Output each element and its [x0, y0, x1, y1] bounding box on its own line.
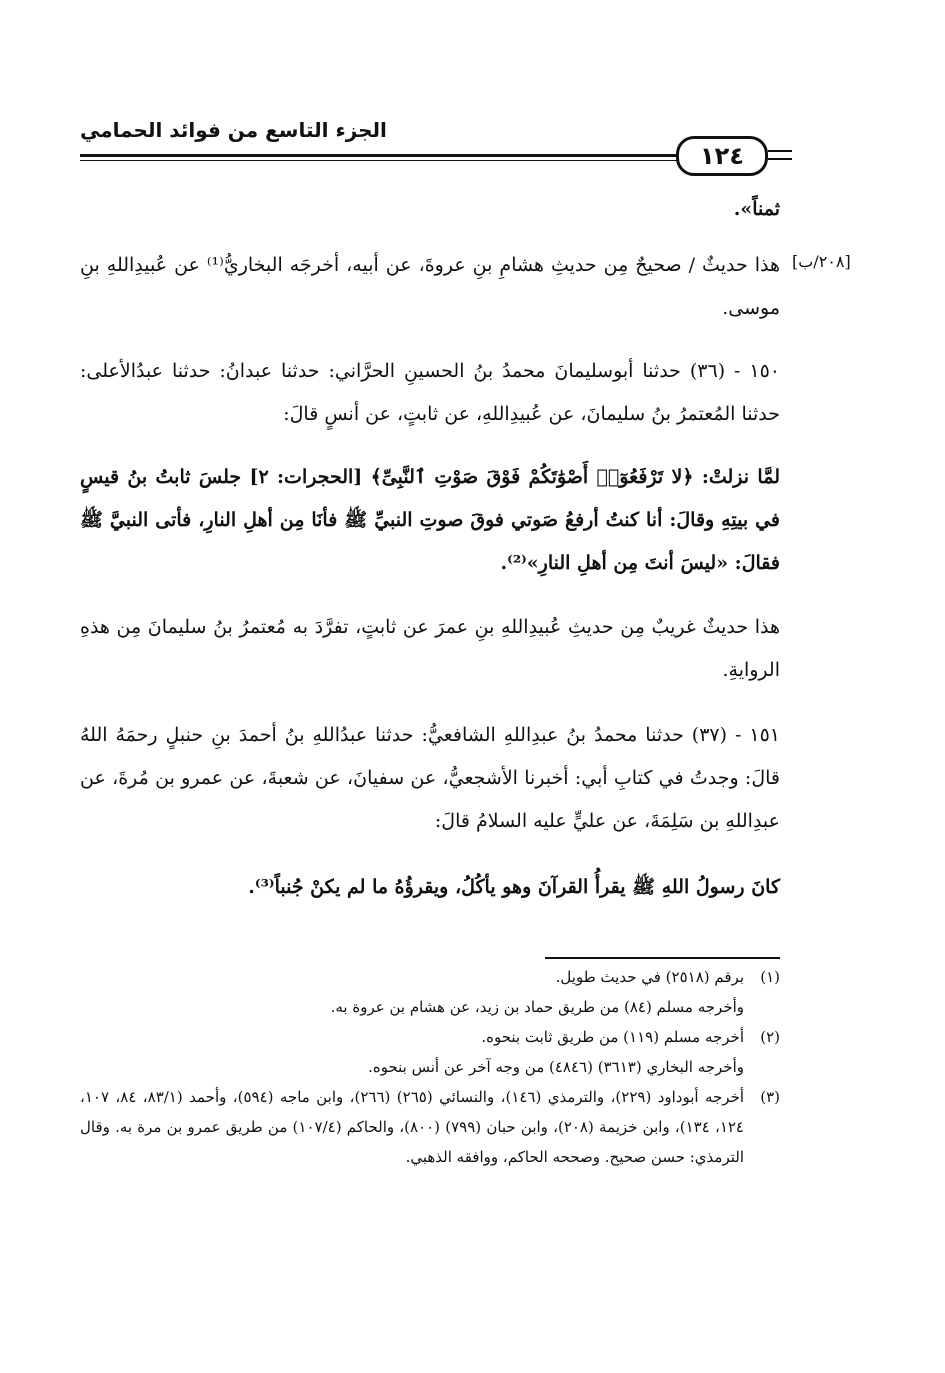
footnote-separator: [545, 957, 780, 959]
paragraph-matn-150: لمَّا نزلتْ: ﴿لا تَرْفَعُوٓا۟ أَصْوَٰتَكُمْ فَوْقَ صَوْتِ ٱلنَّبِىِّ﴾ [الحجرات: ٢] جلسَ ثابتُ بنُ قيسٍ في بيتِهِ وقالَ: أنا كنتُ أرفعُ صَوتي فوقَ صوتِ النبيِّ ﷺ فأنَا مِن أهلِ النارِ، فأتى النبيَّ ﷺ فقالَ: «ليسَ أنتَ مِن أهلِ النارِ»⁽²⁾.: [80, 466, 780, 574]
footnote-text: أخرجه أبوداود (٢٢٩)، والترمذي (١٤٦)، والنسائي (٢٦٥) (٢٦٦)، وابن ماجه (٥٩٤)، وأحمد (٨٣/١، ٨٤، ١٠٧، ١٢٤، ١٣٤)، وابن خزيمة (٢٠٨)، وابن حبان (٧٩٩) (٨٠٠)، والحاكم (١٠٧/٤) من طريق عمرو بن مرة به. وقال الترمذي: حسن صحيح. وصححه الحاكم، ووافقه الذهبي.: [80, 1088, 745, 1166]
footnote-text: وأخرجه البخاري (٣٦١٣) (٤٨٤٦) من وجه آخر عن أنس بنحوه.: [368, 1058, 744, 1076]
footnote-text: وأخرجه مسلم (٨٤) من طريق حماد بن زيد، عن هشام بن عروة به.: [330, 998, 744, 1016]
footnote-number: (١): [760, 968, 780, 986]
footnote-1: [80, 962, 780, 992]
running-title: الجزء التاسع من فوائد الحمامي: [80, 118, 387, 142]
paragraph-isnad-151: ١٥١ - (٣٧) حدثنا محمدُ بنُ عبدِاللهِ الشافعيُّ: حدثنا عبدُاللهِ بنُ أحمدَ بنِ حنبلٍ رحمَهُ اللهُ قالَ: وجدتُ في كتابِ أبي: أخبرنا الأشجعيُّ، عن سفيانَ، عن شعبةَ، عن عمرو بن مُرةَ، عن عبدِاللهِ بن سَلِمَةَ، عن عليٍّ عليه السلامُ قالَ:: [80, 724, 780, 832]
header-rule-thin: [80, 160, 680, 161]
paragraph-hadith-grading-1: هذا حديثٌ / صحيحٌ مِن حديثِ هشامِ بنِ عروةَ، عن أبيه، أخرجَه البخاريُّ⁽¹⁾ عن عُبيدِاللهِ بنِ موسى.: [80, 254, 780, 319]
paragraph-isnad-150: ١٥٠ - (٣٦) حدثنا أبوسليمانَ محمدُ بنُ الحسينِ الحرَّاني: حدثنا عبدانُ: حدثنا عبدُالأعلى: حدثنا المُعتمرُ بنُ سليمانَ، عن عُبيدِاللهِ، عن ثابتٍ، عن أنسٍ قالَ:: [80, 360, 780, 425]
paragraph-matn-151: كانَ رسولُ اللهِ ﷺ يقرأُ القرآنَ وهو يأكُلُ، ويقرؤُهُ ما لم يكنْ جُنباً⁽³⁾.: [248, 876, 780, 898]
footnote-text: برقم (٢٥١٨) في حديث طويل.: [555, 968, 744, 986]
footnotes: [80, 962, 780, 1172]
header-rule-tail-2: [768, 158, 792, 160]
manuscript-folio-reference: [٢٠٨/ب]: [792, 252, 851, 271]
footnote-3: [80, 1082, 780, 1172]
footnote-number: (٢): [760, 1028, 780, 1046]
paragraph-continuation: ثمناً».: [733, 198, 780, 220]
header-rule: [80, 154, 680, 157]
page-number: ١٢٤: [676, 136, 768, 176]
page-header: [80, 118, 792, 180]
header-rule-tail: [768, 150, 792, 152]
footnote-number: (٣): [760, 1088, 780, 1106]
footnote-2: [80, 1022, 780, 1052]
footnote-text: أخرجه مسلم (١١٩) من طريق ثابت بنحوه.: [481, 1028, 744, 1046]
paragraph-hadith-grading-2: هذا حديثٌ غريبٌ مِن حديثِ عُبيدِاللهِ بنِ عمرَ عن ثابتٍ، تفرَّدَ به مُعتمرُ بنُ سليمانَ مِن هذهِ الروايةِ.: [80, 616, 780, 681]
